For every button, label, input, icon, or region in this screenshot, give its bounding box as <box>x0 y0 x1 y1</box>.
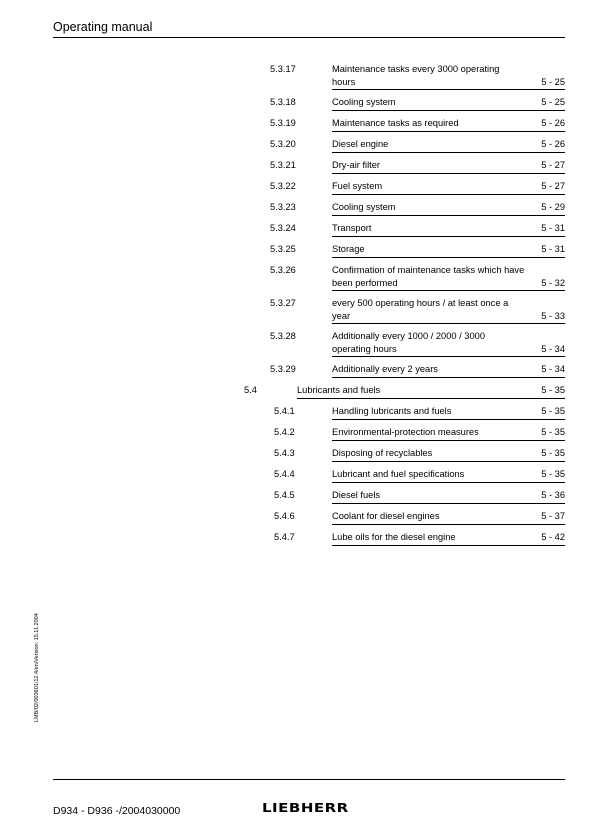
toc-entry-page: 5 - 26 <box>541 118 565 128</box>
toc-entry-body <box>332 447 565 462</box>
toc-entry[interactable] <box>0 264 595 291</box>
toc-entry-body <box>332 180 565 195</box>
toc-entry[interactable] <box>0 468 595 483</box>
toc-entry-number: 5.4 <box>244 385 257 395</box>
toc-entry-body <box>332 243 565 258</box>
toc-entry[interactable] <box>0 159 595 174</box>
toc-entry-title: Coolant for diesel engines <box>332 511 440 521</box>
toc-entry[interactable] <box>0 222 595 237</box>
toc-entry-body <box>332 405 565 420</box>
toc-entry-title: Fuel system <box>332 181 383 191</box>
toc-entry-page: 5 - 25 <box>541 97 565 107</box>
toc-entry-page: 5 - 34 <box>541 343 565 354</box>
toc-entry-body <box>332 159 565 174</box>
liebherr-logo: LIEBHERR <box>262 800 349 816</box>
header-divider <box>53 37 565 38</box>
toc-entry-title: Cooling system <box>332 97 396 107</box>
toc-entry-number: 5.3.20 <box>270 139 296 149</box>
toc-entry-page: 5 - 35 <box>541 385 565 395</box>
toc-entry[interactable] <box>0 96 595 111</box>
toc-entry-number: 5.3.23 <box>270 202 296 212</box>
toc-entry-number: 5.3.24 <box>270 223 296 233</box>
toc-entry-page: 5 - 29 <box>541 202 565 212</box>
toc-entry-title: Cooling system <box>332 202 396 212</box>
toc-entry[interactable] <box>0 297 595 324</box>
page-header-title: Operating manual <box>53 20 153 34</box>
toc-entry-body <box>332 531 565 546</box>
toc-entry-body <box>332 426 565 441</box>
toc-entry-body <box>332 222 565 237</box>
toc-entry-number: 5.3.21 <box>270 160 296 170</box>
footer-divider <box>53 779 565 780</box>
toc-entry-title: Disposing of recyclables <box>332 448 433 458</box>
toc-entry-title: Diesel fuels <box>332 490 381 500</box>
toc-entry-page: 5 - 31 <box>541 244 565 254</box>
toc-entry-title: Handling lubricants and fuels <box>332 406 452 416</box>
toc-entry-title: Lubricant and fuel specifications <box>332 469 465 479</box>
toc-entry-body <box>332 117 565 132</box>
toc-entry-number: 5.3.18 <box>270 97 296 107</box>
toc-entry-title: Confirmation of maintenance tasks which have been performed <box>332 265 525 288</box>
toc-entry-number: 5.3.26 <box>270 265 296 275</box>
toc-entry-body <box>332 264 565 291</box>
toc-entry-body <box>332 510 565 525</box>
toc-entry-title: Lube oils for the diesel engine <box>332 532 456 542</box>
toc-entry-title: Environmental-protection measures <box>332 427 479 437</box>
toc-entry-title: every 500 operating hours / at least once a year <box>332 298 509 321</box>
toc-entry-title: Dry-air filter <box>332 160 381 170</box>
toc-entry-title: Lubricants and fuels <box>297 385 381 395</box>
toc-entry-number: 5.3.27 <box>270 298 296 308</box>
toc-entry-page: 5 - 31 <box>541 223 565 233</box>
toc-entry-page: 5 - 25 <box>541 76 565 87</box>
toc-entry-number: 5.4.3 <box>274 448 295 458</box>
toc-entry-body <box>332 489 565 504</box>
toc-entry-number: 5.3.25 <box>270 244 296 254</box>
toc-entry-number: 5.3.28 <box>270 331 296 341</box>
toc-entry-page: 5 - 27 <box>541 160 565 170</box>
toc-entry-page: 5 - 34 <box>541 364 565 374</box>
toc-entry-number: 5.3.29 <box>270 364 296 374</box>
toc-entry-body <box>332 96 565 111</box>
toc-entry-page: 5 - 26 <box>541 139 565 149</box>
toc-entry[interactable] <box>0 243 595 258</box>
toc-entry-page: 5 - 33 <box>541 310 565 321</box>
toc-entry-number: 5.4.1 <box>274 406 295 416</box>
toc-entry[interactable] <box>0 447 595 462</box>
toc-entry-page: 5 - 32 <box>541 277 565 288</box>
toc-entry-body <box>332 468 565 483</box>
toc-entry-number: 5.3.17 <box>270 64 296 74</box>
toc-entry[interactable] <box>0 384 595 399</box>
toc-entry-title: Maintenance tasks every 3000 operating hours <box>332 64 500 87</box>
toc-entry-page: 5 - 35 <box>541 469 565 479</box>
footer-document-number: D934 - D936 -/2004030000 <box>53 805 181 817</box>
toc-entry-title: Additionally every 2 years <box>332 364 438 374</box>
toc-entry[interactable] <box>0 426 595 441</box>
toc-entry-number: 5.4.5 <box>274 490 295 500</box>
toc-entry-number: 5.4.4 <box>274 469 295 479</box>
toc-entry-number: 5.3.22 <box>270 181 296 191</box>
document-version-note: LMB/02/003601/12.4/en/Version: 15.11.2004 <box>34 613 40 722</box>
toc-entry-body <box>332 201 565 216</box>
toc-entry-title: Storage <box>332 244 365 254</box>
toc-entry-page: 5 - 36 <box>541 490 565 500</box>
toc-entry-number: 5.4.6 <box>274 511 295 521</box>
toc-entry-title: Diesel engine <box>332 139 389 149</box>
toc-entry[interactable] <box>0 63 595 90</box>
toc-entry-title: Additionally every 1000 / 2000 / 3000 operating hours <box>332 331 485 354</box>
toc-entry[interactable] <box>0 117 595 132</box>
toc-entry-page: 5 - 35 <box>541 427 565 437</box>
toc-entry-number: 5.4.7 <box>274 532 295 542</box>
toc-entry[interactable] <box>0 363 595 378</box>
toc-entry[interactable] <box>0 180 595 195</box>
toc-entry[interactable] <box>0 330 595 357</box>
toc-entry-body <box>297 384 565 399</box>
toc-entry-page: 5 - 42 <box>541 532 565 542</box>
toc-entry-body <box>332 363 565 378</box>
toc-entry[interactable] <box>0 489 595 504</box>
toc-entry-body <box>332 138 565 153</box>
toc-entry-page: 5 - 35 <box>541 448 565 458</box>
toc-entry-page: 5 - 35 <box>541 406 565 416</box>
toc-entry[interactable] <box>0 510 595 525</box>
toc-entry-number: 5.3.19 <box>270 118 296 128</box>
toc-entry[interactable] <box>0 201 595 216</box>
toc-entry-number: 5.4.2 <box>274 427 295 437</box>
toc-entry[interactable] <box>0 531 595 546</box>
toc-entry[interactable] <box>0 138 595 153</box>
toc-entry-page: 5 - 27 <box>541 181 565 191</box>
toc-entry-body <box>332 63 565 90</box>
toc-entry-title: Maintenance tasks as required <box>332 118 459 128</box>
toc-entry-title: Transport <box>332 223 372 233</box>
toc-entry-page: 5 - 37 <box>541 511 565 521</box>
toc-entry-body <box>332 330 565 357</box>
toc-entry[interactable] <box>0 405 595 420</box>
toc-entry-body <box>332 297 565 324</box>
